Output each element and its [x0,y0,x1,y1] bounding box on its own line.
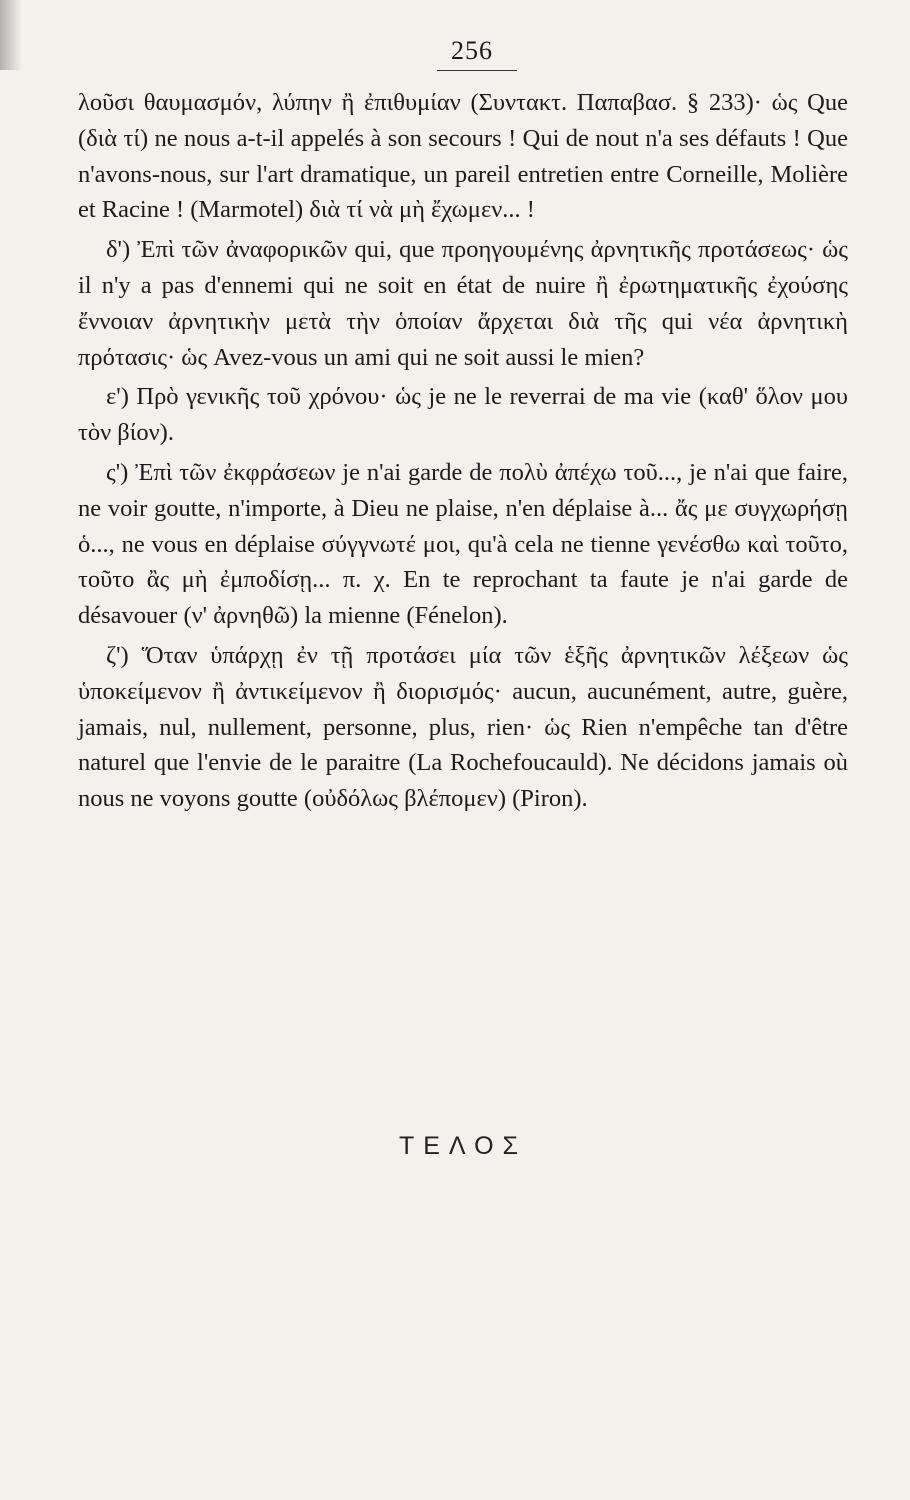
paragraph-delta: δ') Ἐπὶ τῶν ἀναφορικῶν qui, que προηγουμένης ἀρνητικῆς προτάσεως· ὡς il n'y a pas d'ennemi qui ne soit en état de nuire ἢ ἐρωτηματικῆς ἐχούσης ἔννοιαν ἀρνητικὴν μετὰ τὴν ὁποίαν ἄρχεται διὰ τῆς qui νέα ἀρνητικὴ πρότασις· ὡς Avez-vous un ami qui ne soit aussi le mien? [78,236,848,371]
paragraph-continuation: λοῦσι θαυμασμόν, λύπην ἢ ἐπιθυμίαν (Συντακτ. Παπαβασ. § 233)· ὡς Que (διὰ τί) ne nous a-t-il appelés à son secours ! Qui de nout n'a ses défauts ! Que n'avons-nous, sur l'art dramatique, un pareil entretien entre Corneille, Molière et Racine ! (Marmotel) διὰ τί νὰ μὴ ἔχωμεν... ! [78,89,848,224]
body-text [78,85,848,817]
paragraph-stigma: ς') Ἐπὶ τῶν ἐκφράσεων je n'ai garde de πολὺ ἀπέχω τοῦ..., je n'ai que faire, ne voir goutte, n'importe, à Dieu ne plaise, n'en déplaise à... ἄς με συγχωρήσῃ ὁ..., ne vous en déplaise σύγγνωτέ μοι, qu'à cela ne tienne γενέσθω καὶ τοῦτο, τοῦτο ἂς μὴ ἐμποδίσῃ... π. χ. En te reprochant ta faute je n'ai garde de désavouer (ν' ἀρνηθῶ) la mienne (Fénelon). [78,458,848,630]
page-number: 256 [451,36,493,65]
header-rule [437,70,517,71]
finis-heading: ΤΕΛΟΣ [398,1132,528,1160]
edge-shadow [0,0,22,70]
paragraph-epsilon: ε') Πρὸ γενικῆς τοῦ χρόνου· ὡς je ne le reverrai de ma vie (καθ' ὅλον μου τὸν βίον). [78,383,848,447]
paragraph-zeta: ζ') Ὅταν ὑπάρχῃ ἐν τῇ προτάσει μία τῶν ἑξῆς ἀρνητικῶν λέξεων ὡς ὑποκείμενον ἢ ἀντικείμενον ἢ διορισμός· aucun, aucunément, autre, guère, jamais, nul, nullement, personne, plus, rien· ὡς Rien n'empêche tan d'être naturel que l'envie de le paraitre (La Rochefoucauld). Ne décidons jamais où nous ne voyons goutte (οὐδόλως βλέπομεν) (Piron). [78,641,848,813]
